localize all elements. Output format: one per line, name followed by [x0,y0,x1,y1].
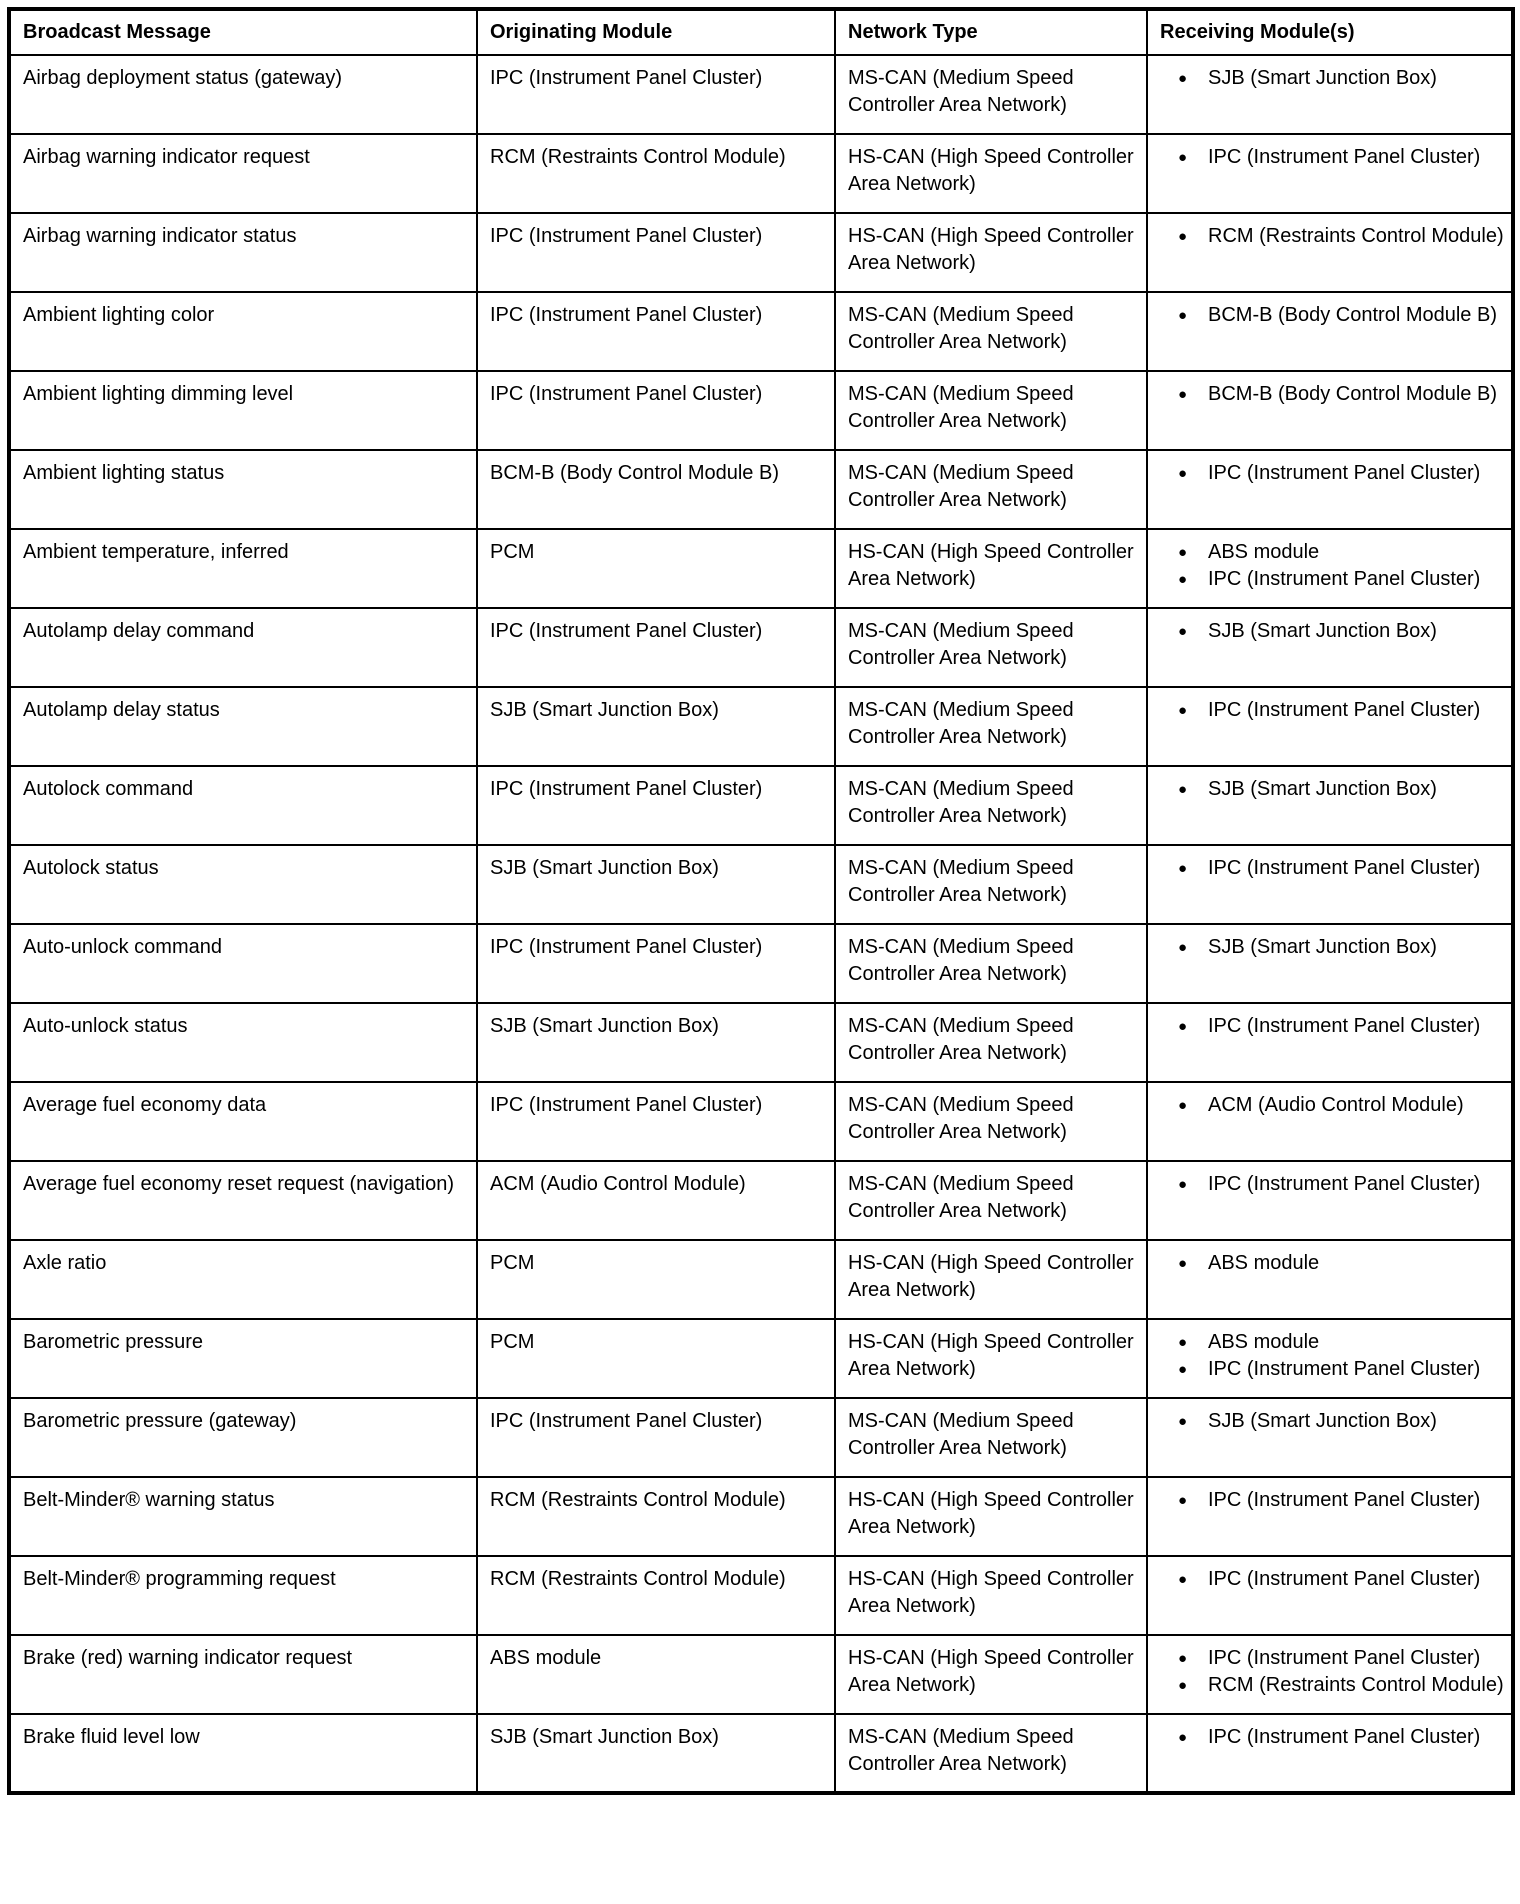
receiver-label: IPC (Instrument Panel Cluster) [1208,1489,1481,1511]
column-header-broadcast-message: Broadcast Message [9,9,477,55]
table-row [9,766,1513,845]
receiver-label: IPC (Instrument Panel Cluster) [1208,857,1481,879]
receiver-item [1148,697,1505,724]
receiver-label: SJB (Smart Junction Box) [1208,936,1437,958]
cell-receiving-modules [1147,1556,1513,1635]
receiver-item [1148,65,1505,92]
cell-originating-module: SJB (Smart Junction Box) [477,1714,835,1793]
cell-broadcast-message: Airbag warning indicator request [9,134,477,213]
cell-originating-module: IPC (Instrument Panel Cluster) [477,1398,835,1477]
receiver-label: IPC (Instrument Panel Cluster) [1208,1015,1481,1037]
cell-receiving-modules [1147,687,1513,766]
cell-originating-module: IPC (Instrument Panel Cluster) [477,213,835,292]
cell-receiving-modules [1147,134,1513,213]
receiver-item [1148,1329,1505,1356]
receiver-label: BCM-B (Body Control Module B) [1208,304,1497,326]
table-row [9,687,1513,766]
receiver-item [1148,1092,1505,1119]
cell-broadcast-message: Barometric pressure [9,1319,477,1398]
bullet-icon: ● [1178,1361,1188,1378]
cell-originating-module: SJB (Smart Junction Box) [477,845,835,924]
table-row [9,1319,1513,1398]
cell-network-type: MS-CAN (Medium Speed Controller Area Network) [835,1398,1147,1477]
receiver-item [1148,1566,1505,1593]
table-row [9,55,1513,134]
receiver-label: IPC (Instrument Panel Cluster) [1208,568,1481,590]
receiver-item [1148,1487,1505,1514]
cell-network-type: HS-CAN (High Speed Controller Area Network) [835,213,1147,292]
bullet-icon: ● [1178,149,1188,166]
bullet-icon: ● [1178,1097,1188,1114]
bullet-icon: ● [1178,1176,1188,1193]
cell-broadcast-message: Autolock command [9,766,477,845]
cell-network-type: HS-CAN (High Speed Controller Area Network) [835,134,1147,213]
receiver-item [1148,1013,1505,1040]
receiver-item [1148,1408,1505,1435]
receiver-label: IPC (Instrument Panel Cluster) [1208,146,1481,168]
receiver-item [1148,776,1505,803]
cell-receiving-modules [1147,292,1513,371]
receiver-item [1148,1645,1505,1672]
cell-receiving-modules [1147,1082,1513,1161]
table-row [9,213,1513,292]
receiver-label: SJB (Smart Junction Box) [1208,778,1437,800]
cell-network-type: MS-CAN (Medium Speed Controller Area Network) [835,1082,1147,1161]
receiver-label: SJB (Smart Junction Box) [1208,1410,1437,1432]
cell-network-type: MS-CAN (Medium Speed Controller Area Network) [835,1161,1147,1240]
bullet-icon: ● [1178,623,1188,640]
cell-receiving-modules [1147,213,1513,292]
table-row [9,371,1513,450]
cell-originating-module: IPC (Instrument Panel Cluster) [477,55,835,134]
cell-originating-module: IPC (Instrument Panel Cluster) [477,608,835,687]
receiver-item [1148,1724,1505,1751]
receiver-item [1148,1250,1505,1277]
bullet-icon: ● [1178,860,1188,877]
cell-network-type: HS-CAN (High Speed Controller Area Network) [835,1477,1147,1556]
cell-originating-module: IPC (Instrument Panel Cluster) [477,924,835,1003]
receiver-item [1148,618,1505,645]
cell-receiving-modules [1147,371,1513,450]
bullet-icon: ● [1178,1729,1188,1746]
cell-network-type: MS-CAN (Medium Speed Controller Area Network) [835,371,1147,450]
bullet-icon: ● [1178,1677,1188,1694]
table-row [9,134,1513,213]
cell-originating-module: ABS module [477,1635,835,1714]
cell-originating-module: RCM (Restraints Control Module) [477,134,835,213]
cell-originating-module: ACM (Audio Control Module) [477,1161,835,1240]
table-row [9,1714,1513,1793]
table-row [9,924,1513,1003]
cell-network-type: HS-CAN (High Speed Controller Area Network) [835,529,1147,608]
bullet-icon: ● [1178,544,1188,561]
cell-network-type: HS-CAN (High Speed Controller Area Network) [835,1240,1147,1319]
receiver-label: ACM (Audio Control Module) [1208,1094,1464,1116]
cell-originating-module: SJB (Smart Junction Box) [477,1003,835,1082]
receiver-item [1148,934,1505,961]
cell-network-type: MS-CAN (Medium Speed Controller Area Network) [835,766,1147,845]
table-row [9,608,1513,687]
cell-originating-module: IPC (Instrument Panel Cluster) [477,766,835,845]
bullet-icon: ● [1178,1255,1188,1272]
cell-network-type: MS-CAN (Medium Speed Controller Area Network) [835,924,1147,1003]
table-row [9,1240,1513,1319]
cell-receiving-modules [1147,924,1513,1003]
cell-network-type: MS-CAN (Medium Speed Controller Area Network) [835,450,1147,529]
cell-broadcast-message: Average fuel economy reset request (navigation) [9,1161,477,1240]
receiver-item [1148,855,1505,882]
cell-broadcast-message: Airbag warning indicator status [9,213,477,292]
cell-broadcast-message: Brake (red) warning indicator request [9,1635,477,1714]
receiver-label: IPC (Instrument Panel Cluster) [1208,462,1481,484]
table-row [9,1635,1513,1714]
cell-network-type: MS-CAN (Medium Speed Controller Area Network) [835,292,1147,371]
receiver-label: ABS module [1208,1252,1320,1274]
cell-originating-module: PCM [477,529,835,608]
receiver-label: IPC (Instrument Panel Cluster) [1208,699,1481,721]
receiver-item [1148,223,1505,250]
table-row [9,1398,1513,1477]
cell-originating-module: SJB (Smart Junction Box) [477,687,835,766]
cell-receiving-modules [1147,529,1513,608]
cell-originating-module: BCM-B (Body Control Module B) [477,450,835,529]
receiver-item [1148,460,1505,487]
cell-originating-module: RCM (Restraints Control Module) [477,1477,835,1556]
receiver-item [1148,1171,1505,1198]
bullet-icon: ● [1178,939,1188,956]
bullet-icon: ● [1178,307,1188,324]
broadcast-message-table [7,7,1515,1795]
receiver-label: IPC (Instrument Panel Cluster) [1208,1726,1481,1748]
cell-broadcast-message: Brake fluid level low [9,1714,477,1793]
cell-broadcast-message: Ambient lighting color [9,292,477,371]
table-row [9,1161,1513,1240]
cell-originating-module: PCM [477,1319,835,1398]
receiver-label: BCM-B (Body Control Module B) [1208,383,1497,405]
cell-receiving-modules [1147,1477,1513,1556]
cell-receiving-modules [1147,1161,1513,1240]
cell-network-type: MS-CAN (Medium Speed Controller Area Network) [835,687,1147,766]
cell-network-type: HS-CAN (High Speed Controller Area Network) [835,1319,1147,1398]
cell-receiving-modules [1147,1714,1513,1793]
cell-broadcast-message: Barometric pressure (gateway) [9,1398,477,1477]
cell-originating-module: PCM [477,1240,835,1319]
receiver-label: IPC (Instrument Panel Cluster) [1208,1647,1481,1669]
receiver-label: ABS module [1208,541,1320,563]
receiver-label: ABS module [1208,1331,1320,1353]
bullet-icon: ● [1178,1492,1188,1509]
header-row [9,9,1513,55]
cell-broadcast-message: Axle ratio [9,1240,477,1319]
cell-receiving-modules [1147,766,1513,845]
bullet-icon: ● [1178,228,1188,245]
bullet-icon: ● [1178,781,1188,798]
receiver-item [1148,1356,1505,1383]
cell-network-type: MS-CAN (Medium Speed Controller Area Network) [835,1714,1147,1793]
table-row [9,1003,1513,1082]
receiver-item [1148,381,1505,408]
bullet-icon: ● [1178,1018,1188,1035]
receiver-label: SJB (Smart Junction Box) [1208,67,1437,89]
column-header-receiving-modules: Receiving Module(s) [1147,9,1513,55]
cell-broadcast-message: Ambient temperature, inferred [9,529,477,608]
bullet-icon: ● [1178,1571,1188,1588]
cell-broadcast-message: Autolock status [9,845,477,924]
table-row [9,1477,1513,1556]
bullet-icon: ● [1178,70,1188,87]
cell-broadcast-message: Ambient lighting status [9,450,477,529]
receiver-label: RCM (Restraints Control Module) [1208,225,1504,247]
cell-network-type: MS-CAN (Medium Speed Controller Area Network) [835,55,1147,134]
cell-network-type: MS-CAN (Medium Speed Controller Area Network) [835,1003,1147,1082]
bullet-icon: ● [1178,1650,1188,1667]
table-row [9,1082,1513,1161]
column-header-network-type: Network Type [835,9,1147,55]
cell-receiving-modules [1147,1635,1513,1714]
column-header-originating-module: Originating Module [477,9,835,55]
cell-broadcast-message: Average fuel economy data [9,1082,477,1161]
table-row [9,292,1513,371]
receiver-item [1148,566,1505,593]
cell-receiving-modules [1147,1003,1513,1082]
cell-broadcast-message: Auto-unlock command [9,924,477,1003]
receiver-item [1148,302,1505,329]
bullet-icon: ● [1178,386,1188,403]
bullet-icon: ● [1178,465,1188,482]
cell-network-type: MS-CAN (Medium Speed Controller Area Network) [835,608,1147,687]
table-row [9,845,1513,924]
receiver-item [1148,539,1505,566]
receiver-label: IPC (Instrument Panel Cluster) [1208,1568,1481,1590]
cell-originating-module: RCM (Restraints Control Module) [477,1556,835,1635]
table-header [9,9,1513,55]
cell-receiving-modules [1147,1398,1513,1477]
bullet-icon: ● [1178,702,1188,719]
cell-network-type: HS-CAN (High Speed Controller Area Network) [835,1556,1147,1635]
cell-receiving-modules [1147,450,1513,529]
cell-broadcast-message: Autolamp delay command [9,608,477,687]
receiver-item [1148,144,1505,171]
cell-broadcast-message: Belt-Minder® programming request [9,1556,477,1635]
cell-broadcast-message: Ambient lighting dimming level [9,371,477,450]
cell-receiving-modules [1147,608,1513,687]
cell-receiving-modules [1147,1240,1513,1319]
table-body [9,55,1513,1793]
cell-receiving-modules [1147,1319,1513,1398]
receiver-label: IPC (Instrument Panel Cluster) [1208,1358,1481,1380]
table-row [9,529,1513,608]
cell-originating-module: IPC (Instrument Panel Cluster) [477,371,835,450]
cell-broadcast-message: Airbag deployment status (gateway) [9,55,477,134]
table-row [9,450,1513,529]
bullet-icon: ● [1178,1334,1188,1351]
cell-broadcast-message: Auto-unlock status [9,1003,477,1082]
table-row [9,1556,1513,1635]
cell-network-type: MS-CAN (Medium Speed Controller Area Network) [835,845,1147,924]
cell-network-type: HS-CAN (High Speed Controller Area Network) [835,1635,1147,1714]
cell-broadcast-message: Belt-Minder® warning status [9,1477,477,1556]
cell-originating-module: IPC (Instrument Panel Cluster) [477,292,835,371]
cell-broadcast-message: Autolamp delay status [9,687,477,766]
cell-receiving-modules [1147,845,1513,924]
cell-originating-module: IPC (Instrument Panel Cluster) [477,1082,835,1161]
receiver-label: RCM (Restraints Control Module) [1208,1674,1504,1696]
receiver-label: IPC (Instrument Panel Cluster) [1208,1173,1481,1195]
receiver-label: SJB (Smart Junction Box) [1208,620,1437,642]
receiver-item [1148,1672,1505,1699]
cell-receiving-modules [1147,55,1513,134]
bullet-icon: ● [1178,1413,1188,1430]
bullet-icon: ● [1178,571,1188,588]
